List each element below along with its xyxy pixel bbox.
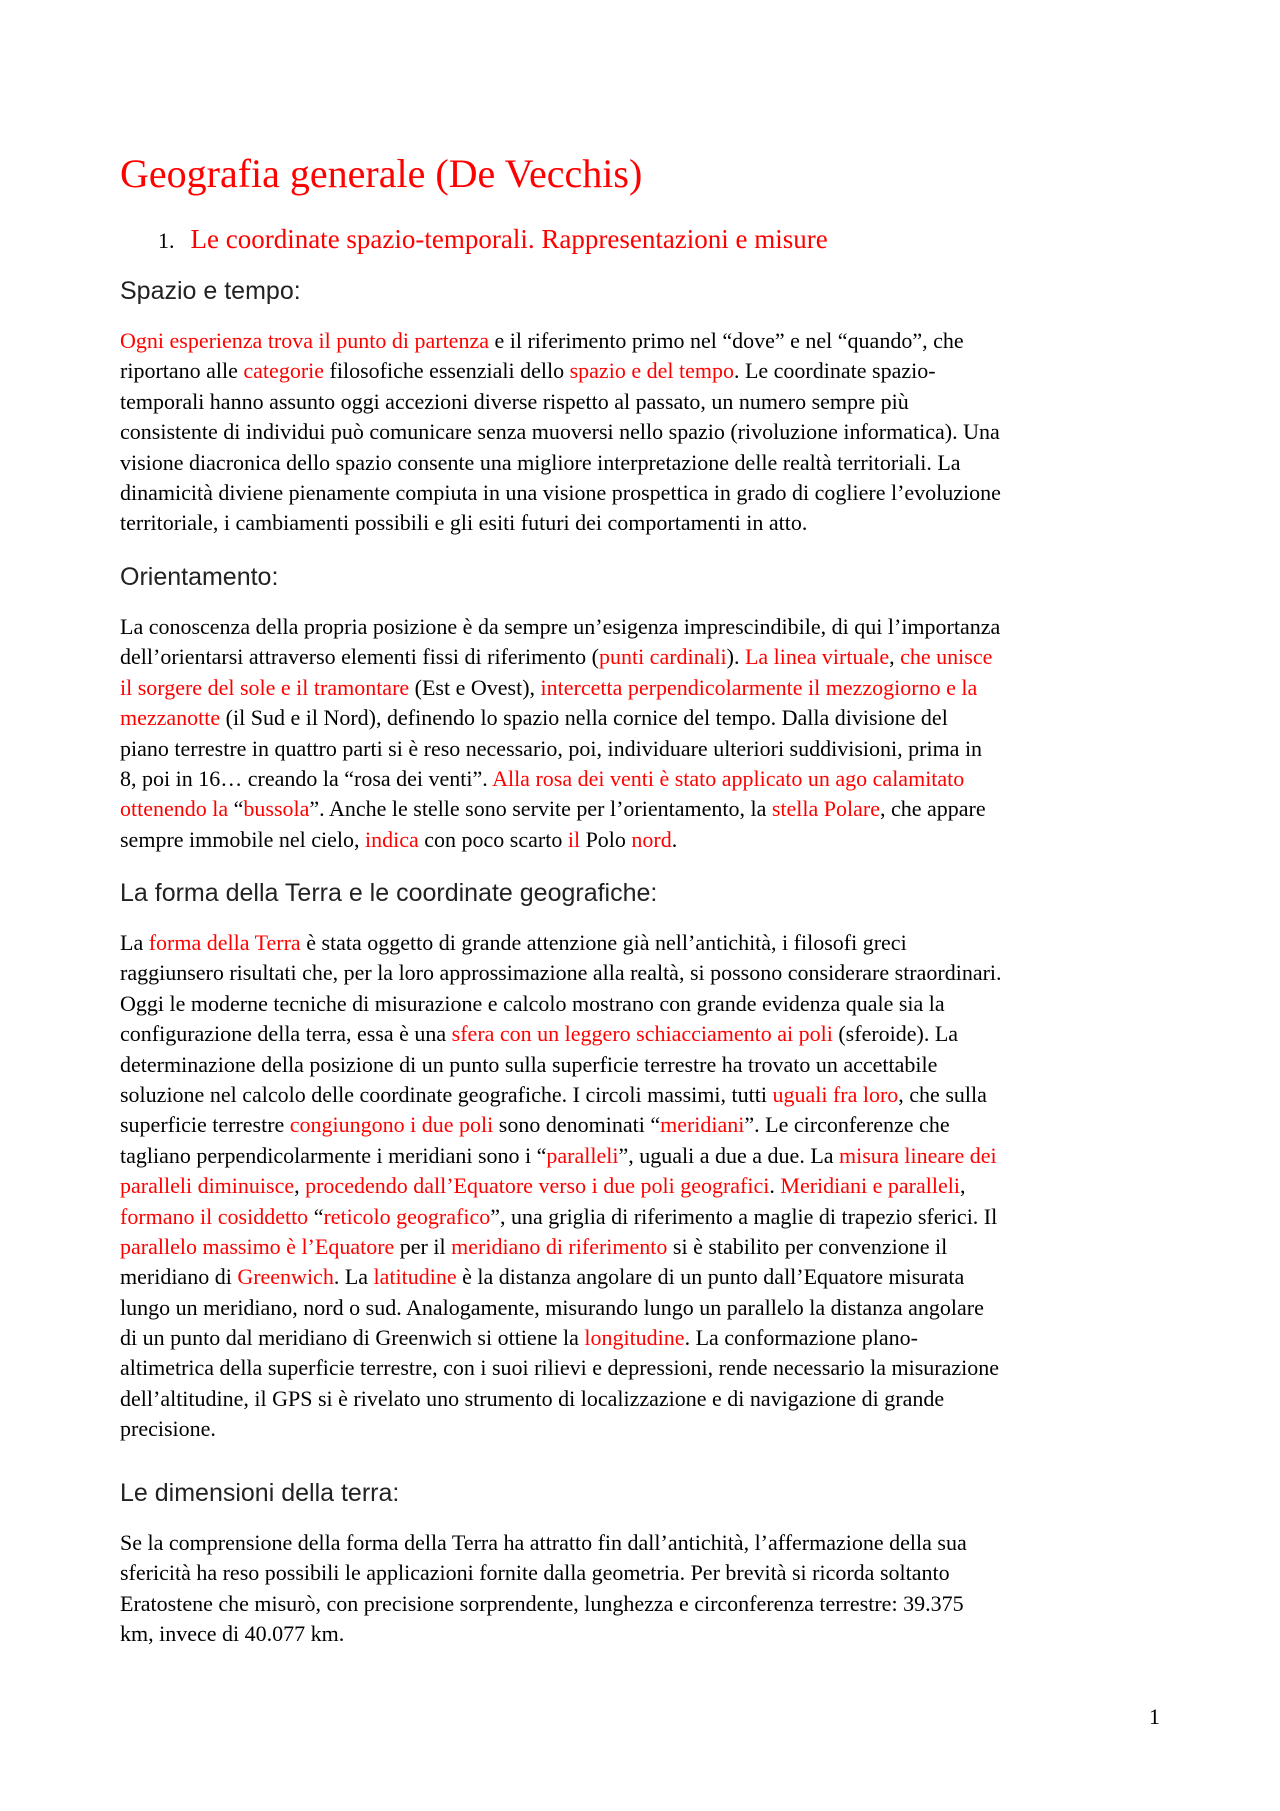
body-text: , — [959, 1173, 966, 1199]
text-line — [120, 1019, 1160, 1049]
highlighted-text: Meridiani e paralleli — [780, 1173, 960, 1199]
highlighted-text: meridiani — [660, 1112, 745, 1138]
text-line — [120, 1323, 1160, 1353]
body-text: ). — [726, 644, 745, 670]
body-text: dell’orientarsi attraverso elementi fissi di riferimento ( — [120, 644, 599, 670]
text-line — [120, 1293, 1160, 1323]
text-line — [120, 989, 1160, 1019]
body-text: lungo un meridiano, nord o sud. Analogamente, misurando lungo un parallelo la distanza angolare — [120, 1294, 984, 1320]
highlighted-text: ottenendo la — [120, 796, 229, 822]
body-text: sfericità ha reso possibili le applicazioni fornite dalla geometria. Per brevità si ricorda soltanto — [120, 1560, 950, 1586]
paragraph-spazio-tempo — [120, 326, 1160, 539]
body-text: ”. Le circonferenze che — [744, 1112, 950, 1138]
highlighted-text: indica — [365, 826, 419, 852]
paragraph-dimensioni-terra — [120, 1528, 1160, 1650]
text-line — [120, 794, 1160, 824]
highlighted-text: bussola — [243, 796, 310, 822]
body-text: Polo — [580, 826, 632, 852]
body-text: determinazione della posizione di un punto sulla superficie terrestre ha trovato un accettabile — [120, 1051, 938, 1077]
body-text: temporali hanno assunto oggi accezioni diverse rispetto al passato, un numero sempre più — [120, 388, 909, 414]
body-text: ”, una griglia di riferimento a maglie di trapezio sferici. Il — [490, 1203, 998, 1229]
body-text: 8, poi in 16… creando la “rosa dei venti”. — [120, 765, 493, 791]
body-text: . — [769, 1173, 781, 1199]
highlighted-text: mezzanotte — [120, 705, 221, 731]
highlighted-text: uguali fra loro — [772, 1081, 899, 1107]
highlighted-text: paralleli — [546, 1142, 619, 1168]
list-item-text: Le coordinate spazio-temporali. Rappresentazioni e misure — [190, 224, 828, 254]
document-title: Geografia generale (De Vecchis) — [120, 151, 643, 196]
body-text: (sferoide). La — [832, 1021, 959, 1047]
text-line — [120, 673, 1160, 703]
highlighted-text: Ogni esperienza trova il punto di partenza — [120, 328, 489, 353]
text-line — [120, 448, 1160, 478]
text-line — [120, 612, 1160, 642]
text-line — [120, 1232, 1160, 1262]
body-text: , — [294, 1173, 306, 1199]
highlighted-text: Greenwich — [237, 1264, 334, 1290]
text-line — [120, 734, 1160, 764]
body-text: dinamicità diviene pienamente compiuta in una visione prospettica in grado di cogliere l’evoluzione — [120, 479, 1001, 505]
highlighted-text: nord — [631, 826, 672, 852]
body-text: . Le coordinate spazio- — [733, 358, 936, 384]
highlighted-text: La linea virtuale — [744, 644, 890, 670]
body-text: ”. Anche le stelle sono servite per l’orientamento, la — [309, 796, 772, 822]
highlighted-text: formano il cosiddetto — [120, 1203, 309, 1229]
body-text: ”, uguali a due a due. La — [618, 1142, 840, 1168]
body-text: . La conformazione plano- — [684, 1325, 918, 1351]
highlighted-text: che unisce — [900, 644, 993, 670]
list-number: 1. — [158, 228, 175, 253]
highlighted-text: intercetta perpendicolarmente il mezzogiorno e la — [540, 674, 978, 700]
body-text: dell’altitudine, il GPS si è rivelato uno strumento di localizzazione e di navigazione di grande — [120, 1385, 945, 1411]
highlighted-text: stella Polare — [771, 796, 880, 822]
highlighted-text: sfera con un leggero schiacciamento ai poli — [451, 1021, 833, 1047]
text-line — [120, 1558, 1160, 1588]
text-line — [120, 1110, 1160, 1140]
text-line — [120, 508, 1160, 538]
body-text: per il — [394, 1233, 452, 1259]
body-text: km, invece di 40.077 km. — [120, 1621, 345, 1647]
body-text: . La — [333, 1264, 374, 1290]
highlighted-text: reticolo geografico — [323, 1203, 491, 1229]
body-text: “ — [308, 1203, 324, 1229]
body-text: riportano alle — [120, 358, 244, 384]
page-number: 1 — [1149, 1704, 1160, 1729]
text-line — [120, 1262, 1160, 1292]
highlighted-text: Alla rosa dei venti è stato applicato un ago calamitato — [492, 765, 965, 791]
text-line — [120, 326, 1160, 356]
body-text: è la distanza angolare di un punto dall’Equatore misurata — [456, 1264, 965, 1290]
highlighted-text: spazio e del tempo — [569, 358, 734, 384]
body-text: precisione. — [120, 1416, 216, 1442]
body-text: Eratostene che misurò, con precisione sorprendente, lunghezza e circonferenza terrestre: 39.375 — [120, 1590, 964, 1616]
body-text: si è stabilito per convenzione il — [667, 1233, 948, 1259]
body-text: , che appare — [880, 796, 986, 822]
text-line — [120, 958, 1160, 988]
text-line — [120, 764, 1160, 794]
highlighted-text: congiungono i due poli — [289, 1112, 494, 1138]
body-text: sono denominati “ — [493, 1112, 661, 1138]
highlighted-text: forma della Terra — [148, 930, 301, 955]
text-line — [120, 642, 1160, 672]
highlighted-text: procedendo dall’Equatore verso i due poli geografici — [305, 1173, 770, 1199]
text-line — [120, 1619, 1160, 1649]
body-text: territoriale, i cambiamenti possibili e gli esiti futuri dei comportamenti in atto. — [120, 510, 808, 536]
highlighted-text: punti cardinali — [598, 644, 727, 670]
body-text: piano terrestre in quattro parti si è reso necessario, poi, individuare ulteriori suddivisioni, prima in — [120, 735, 983, 761]
section-heading-forma-terra: La forma della Terra e le coordinate geografiche: — [120, 879, 658, 907]
paragraph-orientamento — [120, 612, 1160, 855]
body-text: altimetrica della superficie terrestre, con i suoi rilievi e depressioni, rende necessario la misurazione — [120, 1355, 1000, 1381]
body-text: di un punto dal meridiano di Greenwich si ottiene la — [120, 1325, 585, 1351]
body-text: soluzione nel calcolo delle coordinate geografiche. I circoli massimi, tutti — [120, 1081, 773, 1107]
text-line — [120, 1589, 1160, 1619]
body-text: . — [671, 826, 678, 852]
text-line — [120, 825, 1160, 855]
body-text: , che sulla — [898, 1081, 987, 1107]
body-text: è stata oggetto di grande attenzione già nell’antichità, i filosofi greci — [300, 930, 907, 955]
highlighted-text: latitudine — [373, 1264, 457, 1290]
highlighted-text: il — [567, 826, 581, 852]
highlighted-text: paralleli diminuisce — [120, 1173, 295, 1199]
highlighted-text: il sorgere del sole e il tramontare — [120, 674, 410, 700]
text-line — [120, 1384, 1160, 1414]
highlighted-text: misura lineare dei — [839, 1142, 997, 1168]
body-text: Se la comprensione della forma della Terra ha attratto fin dall’antichità, l’affermazione della sua — [120, 1530, 967, 1555]
body-text: con poco scarto — [418, 826, 568, 852]
body-text: sempre immobile nel cielo, — [120, 826, 365, 852]
text-line — [120, 703, 1160, 733]
numbered-list-item — [158, 222, 828, 258]
text-line — [120, 1171, 1160, 1201]
body-text: (Est e Ovest), — [409, 674, 541, 700]
body-text: filosofiche essenziali dello — [324, 358, 570, 384]
section-heading-spazio-tempo: Spazio e tempo: — [120, 277, 301, 305]
paragraph-forma-terra — [120, 928, 1160, 1445]
body-text: “ — [228, 796, 244, 822]
text-line — [120, 1202, 1160, 1232]
body-text: raggiunsero risultati che, per la loro approssimazione alla realtà, si possono considerare straordinari. — [120, 960, 1002, 986]
text-line — [120, 417, 1160, 447]
body-text: (il Sud e il Nord), definendo lo spazio nella cornice del tempo. Dalla divisione del — [220, 705, 948, 731]
body-text: meridiano di — [120, 1264, 238, 1290]
body-text: superficie terrestre — [120, 1112, 290, 1138]
highlighted-text: parallelo massimo è l’Equatore — [120, 1233, 395, 1259]
body-text: configurazione della terra, essa è una — [120, 1021, 452, 1047]
body-text: e il riferimento primo nel “dove” e nel “quando”, che — [488, 328, 964, 353]
body-text: consistente di individui può comunicare senza muoversi nello spazio (rivoluzione informatica). Una — [120, 419, 1000, 445]
highlighted-text: meridiano di riferimento — [451, 1233, 668, 1259]
text-line — [120, 478, 1160, 508]
body-text: Oggi le moderne tecniche di misurazione e calcolo mostrano con grande evidenza quale sia la — [120, 990, 945, 1016]
section-heading-orientamento: Orientamento: — [120, 563, 279, 591]
text-line — [120, 1353, 1160, 1383]
text-line — [120, 1080, 1160, 1110]
text-line — [120, 356, 1160, 386]
text-line — [120, 928, 1160, 958]
text-line — [120, 1141, 1160, 1171]
body-text: , — [889, 644, 901, 670]
section-heading-dimensioni-terra: Le dimensioni della terra: — [120, 1479, 400, 1507]
highlighted-text: categorie — [243, 358, 325, 384]
text-line — [120, 1050, 1160, 1080]
body-text: La conoscenza della propria posizione è da sempre un’esigenza imprescindibile, di qui l’importanza — [120, 614, 1001, 639]
highlighted-text: longitudine — [584, 1325, 685, 1351]
text-line — [120, 1528, 1160, 1558]
body-text: visione diacronica dello spazio consente una migliore interpretazione delle realtà territoriali. La — [120, 449, 961, 475]
body-text: tagliano perpendicolarmente i meridiani sono i “ — [120, 1142, 547, 1168]
body-text: La — [120, 930, 149, 955]
text-line — [120, 1414, 1160, 1444]
text-line — [120, 387, 1160, 417]
